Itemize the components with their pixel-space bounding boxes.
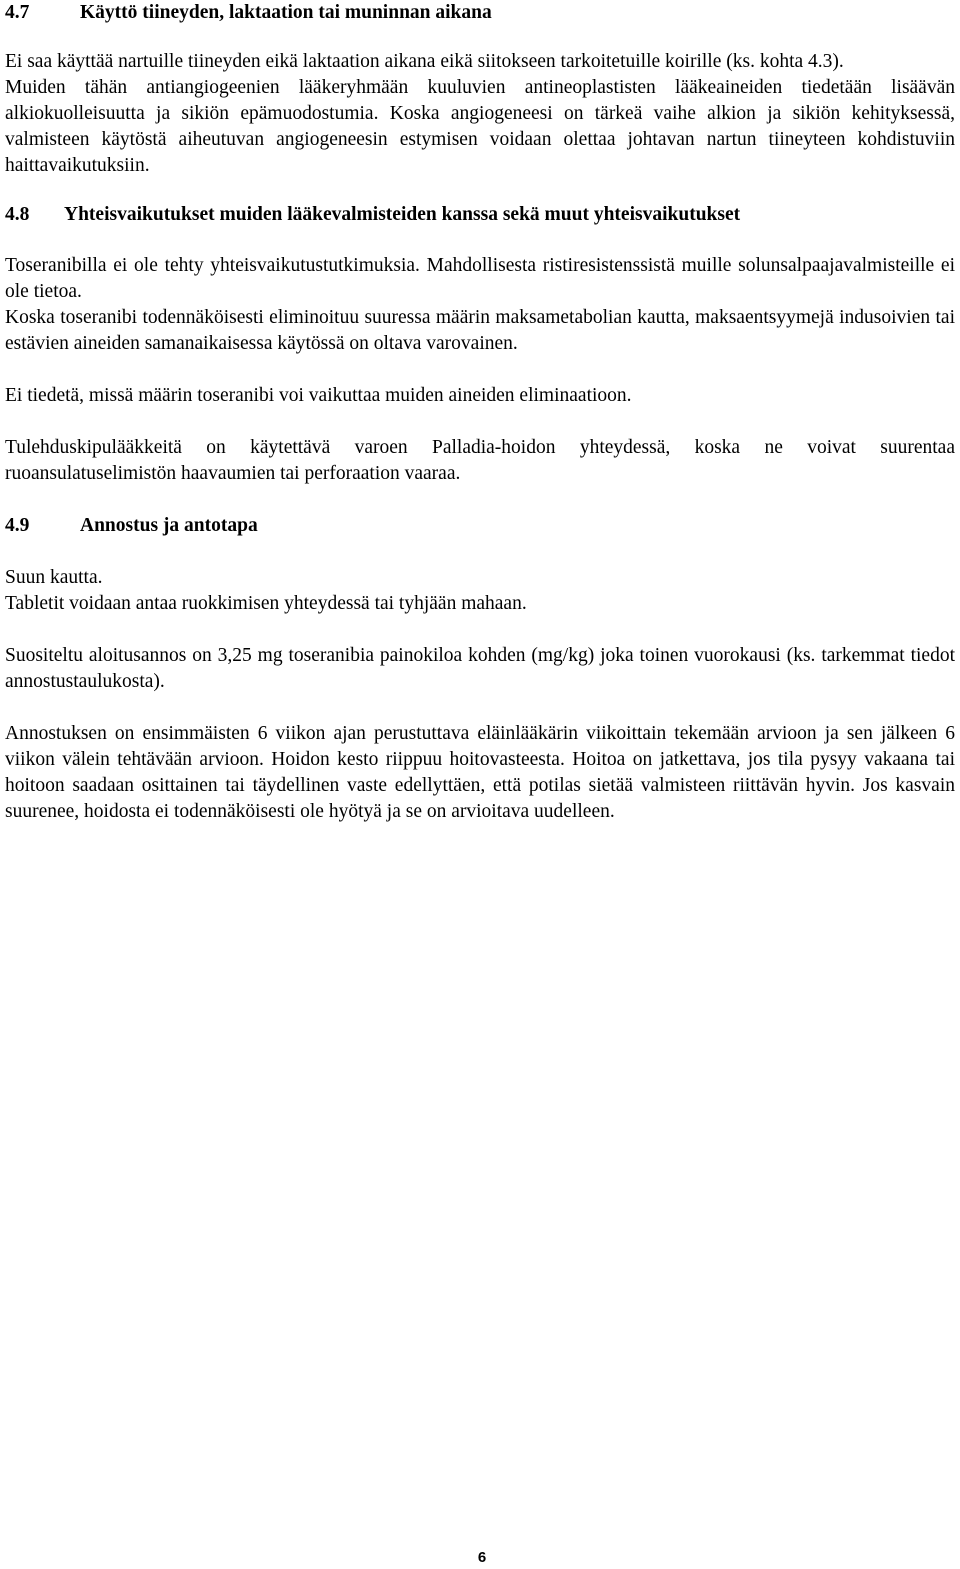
document-page — [5, 0, 955, 825]
section-heading-4-9 — [5, 513, 955, 539]
section-heading-4-8 — [5, 202, 955, 228]
paragraph: Suositeltu aloitusannos on 3,25 mg toseranibia painokiloa kohden (mg/kg) joka toinen vuorokausi (ks. tarkemmat tiedot annostustaulukosta). — [5, 645, 955, 692]
paragraph: Toseranibilla ei ole tehty yhteisvaikutustutkimuksia. Mahdollisesta ristiresistenssistä muille solunsalpaajavalmisteille ei ole tietoa. — [5, 255, 955, 302]
paragraph: Koska toseranibi todennäköisesti eliminoituu suuressa määrin maksametabolian kautta, maksaentsyymejä indusoivien tai estävien aineiden samanaikaisessa käytössä on oltava varovainen. — [5, 307, 955, 354]
paragraph: Ei saa käyttää nartuille tiineyden eikä laktaation aikana eikä siitokseen tarkoitetuille koirille (ks. kohta 4.3). — [5, 51, 844, 72]
paragraph: Tulehduskipulääkkeitä on käytettävä varoen Palladia-hoidon yhteydessä, koska ne voivat suurentaa ruoansulatuselimistön haavaumien tai perforaation vaaraa. — [5, 437, 955, 484]
page-number: 6 — [477, 1549, 487, 1566]
section-title: Käyttö tiineyden, laktaation tai muninnan aikana — [80, 2, 492, 23]
section-title: Annostus ja antotapa — [80, 515, 258, 536]
paragraph: Muiden tähän antiangiogeenien lääkeryhmään kuuluvien antineoplastisten lääkeaineiden tiedetään lisäävän alkiokuolleisuutta ja sikiön epämuodostumia. Koska angiogeneesi on tärkeä vaihe alkion ja sikiön kehityksessä, valmisteen käytöstä aiheutuvan angiogeneesin estymisen voidaan olettaa johtavan nartun tiineyteen kohdistuviin haittavaikutuksiin. — [5, 77, 955, 176]
section-title: Yhteisvaikutukset muiden lääkevalmisteiden kanssa sekä muut yhteisvaikutukset — [64, 204, 741, 225]
section-number: 4.9 — [5, 515, 30, 536]
section-number: 4.8 — [5, 204, 30, 225]
paragraph: Ei tiedetä, missä määrin toseranibi voi vaikuttaa muiden aineiden eliminaatioon. — [5, 385, 632, 406]
section-number: 4.7 — [5, 2, 30, 23]
paragraph: Suun kautta. — [5, 567, 103, 588]
paragraph: Tabletit voidaan antaa ruokkimisen yhteydessä tai tyhjään mahaan. — [5, 593, 527, 614]
section-heading-4-7 — [5, 0, 955, 26]
paragraph: Annostuksen on ensimmäisten 6 viikon ajan perustuttava eläinlääkärin viikoittain tekemään arvioon ja sen jälkeen 6 viikon välein tehtävään arvioon. Hoidon kesto riippuu hoitovasteesta. Hoitoa on jatkettava, jos tila pysyy vakaana tai hoitoon saadaan osittainen tai täydellinen vaste edellyttäen, että potilas sietää valmisteen riittävän hyvin. Jos kasvain suurenee, hoidosta ei todennäköisesti ole hyötyä ja se on arvioitava uudelleen. — [5, 723, 955, 822]
